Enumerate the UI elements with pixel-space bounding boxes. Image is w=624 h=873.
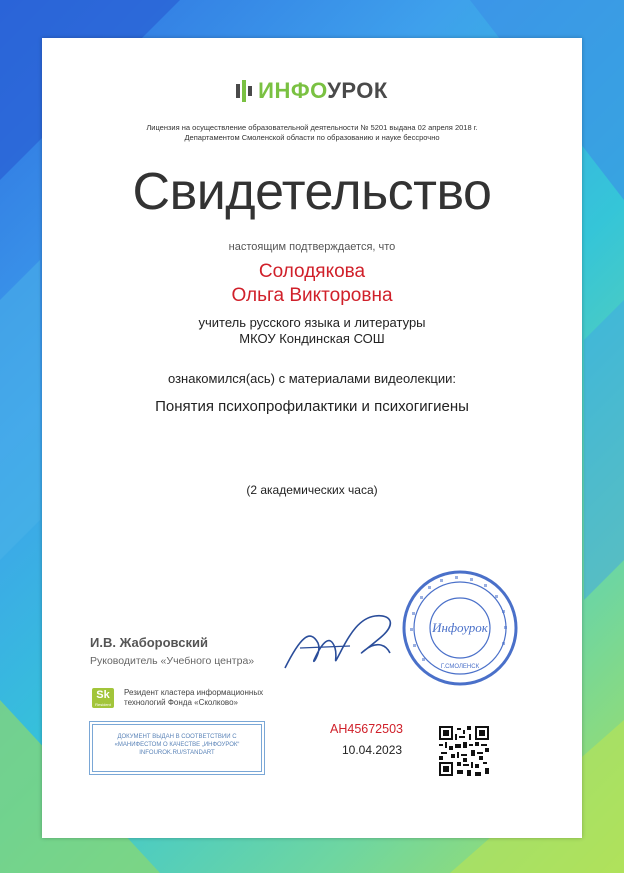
certificate-sheet xyxy=(42,38,582,838)
recipient-position: учитель русского языка и литературы МКОУ Кондинская СОШ xyxy=(198,315,426,346)
acknowledgment-text: ознакомился(ась) с материалами видеолекции: xyxy=(167,371,456,386)
lecture-topic: Понятия психопрофилактики и психогигиены xyxy=(155,398,469,415)
signer-role: Руководитель «Учебного центра» xyxy=(90,655,255,667)
recipient-name: Солодякова Ольга Викторовна xyxy=(231,261,393,306)
manifest-box: ДОКУМЕНТ ВЫДАН В СООТВЕТСТВИИ С «МАНИФЕСТОМ О КАЧЕСТВЕ „ИНФОУРОК“ INFOUROK.RU/STANDART xyxy=(92,724,262,772)
logo-text: ИНФОУРОК xyxy=(258,78,388,103)
skolkovo-text: Резидент кластера информационных технологий Фонда «Сколково» xyxy=(124,688,264,707)
academic-hours: (2 академических часа) xyxy=(246,483,378,497)
qr-code-icon xyxy=(439,726,489,776)
infourok-logo xyxy=(42,78,582,104)
certificate-title: Свидетельство xyxy=(132,163,492,221)
skolkovo-badge: Sk Resident xyxy=(92,688,114,708)
signer-name: И.В. Жаборовский xyxy=(90,635,208,650)
stamp-bottom-text: Г.СМОЛЕНСК xyxy=(440,664,480,670)
certificate-date: 10.04.2023 xyxy=(342,743,403,757)
confirm-text: настоящим подтверждается, что xyxy=(228,241,396,253)
logo-mark-icon xyxy=(236,80,252,102)
stamp-center-text: Инфоурок xyxy=(432,620,488,635)
signature-image xyxy=(280,598,410,678)
official-stamp xyxy=(400,568,520,688)
license-text: Лицензия на осуществление образовательной деятельности № 5201 выдана 02 апреля 2018 г. Департаментом Смоленской области по образованию и науке бессрочно xyxy=(146,123,478,142)
certificate-number: АН45672503 xyxy=(330,722,403,736)
